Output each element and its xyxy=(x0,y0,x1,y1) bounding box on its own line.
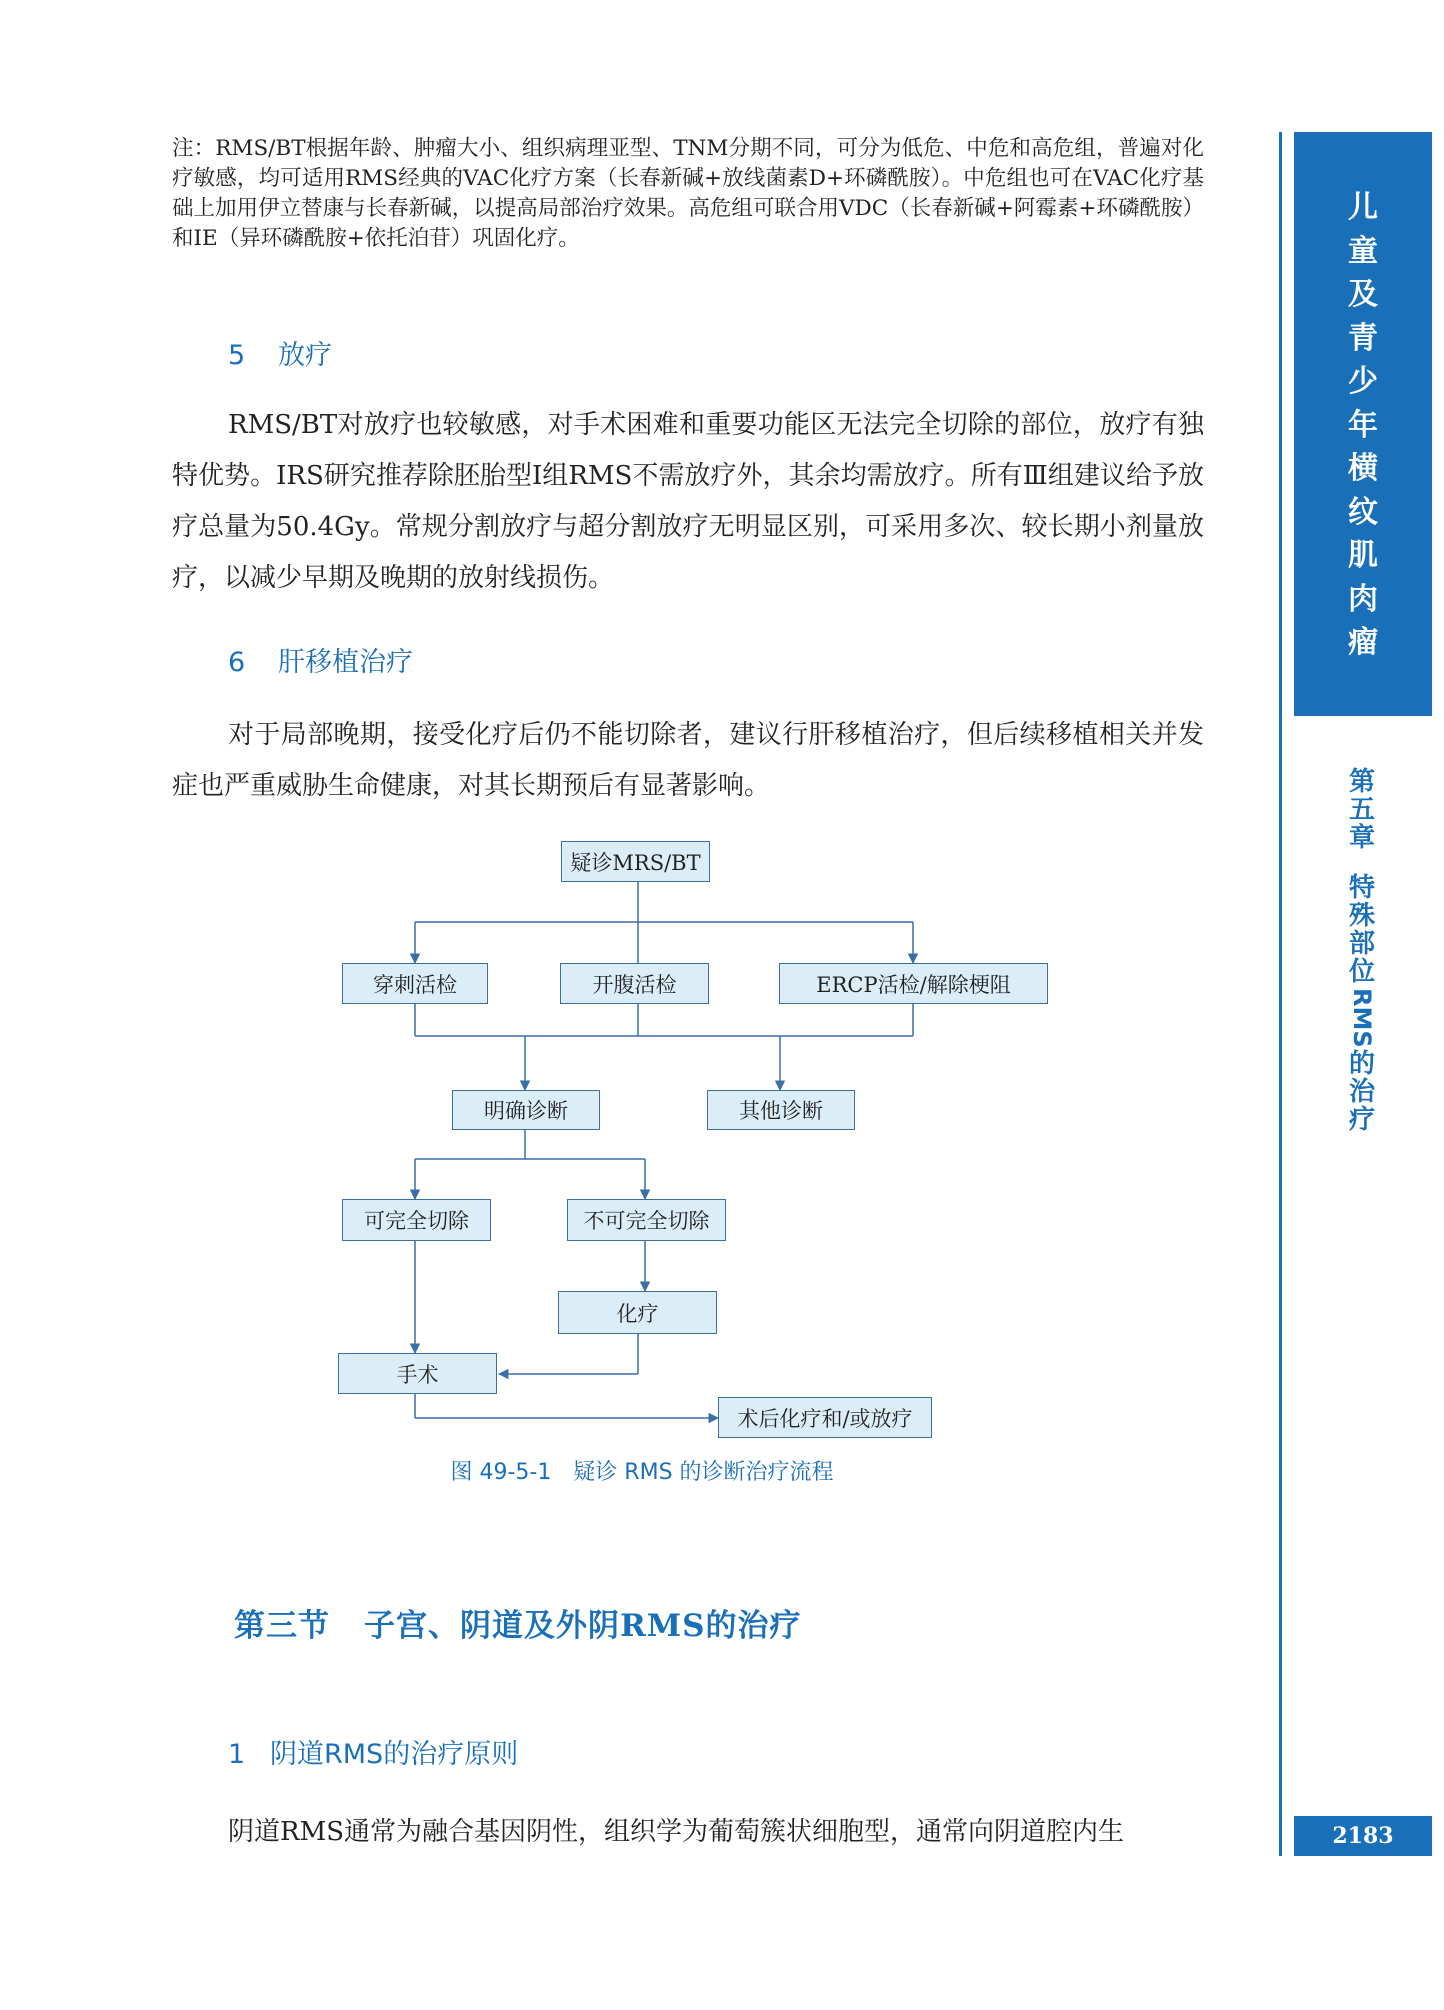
book-title-char: 少 xyxy=(1348,364,1378,399)
flow-node-laparotomy-biopsy: 开腹活检 xyxy=(560,963,709,1004)
section-heading-radiotherapy xyxy=(228,333,332,372)
chapter-label xyxy=(1340,768,1384,1134)
section-number: 5 xyxy=(228,340,246,371)
book-title-char: 儿 xyxy=(1348,190,1378,225)
flow-node-postop-therapy: 术后化疗和/或放疗 xyxy=(718,1397,932,1438)
flow-node-unresectable: 不可完全切除 xyxy=(567,1199,726,1241)
book-title-char: 肉 xyxy=(1348,581,1378,617)
flow-node-other-diagnosis: 其他诊断 xyxy=(707,1090,855,1130)
paragraph-vaginal: 阴道RMS通常为融合基因阴性，组织学为葡萄簇状细胞型，通常向阴道腔内生 xyxy=(228,1817,1125,1847)
page-number: 2183 xyxy=(1294,1816,1432,1856)
paragraph-liver-transplant: 对于局部晚期，接受化疗后仍不能切除者，建议行肝移植治疗，但后续移植相关并发症也严重威胁生命健康，对其长期预后有显著影响。 xyxy=(172,720,1204,801)
book-title-char: 青 xyxy=(1348,320,1378,356)
section-heading-liver-transplant xyxy=(228,640,413,679)
subsection-heading-vaginal xyxy=(228,1732,518,1771)
chapter-char: 特 xyxy=(1348,873,1375,903)
section-name: 子宫、阴道及外阴RMS的治疗 xyxy=(364,1608,802,1644)
chapter-latin: RMS xyxy=(1348,988,1376,1048)
section-label: 第三节 xyxy=(234,1608,330,1644)
chapter-char: 第 xyxy=(1348,767,1375,797)
flow-node-suspect: 疑诊MRS/BT xyxy=(561,841,710,882)
flow-node-surgery: 手术 xyxy=(338,1353,497,1394)
margin-rule xyxy=(1279,132,1282,1856)
book-title-char: 纹 xyxy=(1348,494,1378,530)
section-title: 阴道RMS的治疗原则 xyxy=(270,1739,519,1770)
chapter-char: 的 xyxy=(1348,1048,1375,1079)
section-title: 放疗 xyxy=(278,340,332,371)
section-number: 6 xyxy=(228,647,246,678)
section-title-third xyxy=(234,1600,801,1645)
section-title: 肝移植治疗 xyxy=(278,647,413,678)
table-note: 注：RMS/BT根据年龄、肿瘤大小、组织病理亚型、TNM分期不同，可分为低危、中危和高危组，普遍对化疗敏感，均可适用RMS经典的VAC化疗方案（长春新碱+放线菌素D+环磷酰胺）。中危组也可在VAC化疗基础上加用伊立替康与长春新碱，以提高局部治疗效果。高危组可联合用VDC（长春新碱+阿霉素+环磷酰胺）和IE（异环磷酰胺+依托泊苷）巩固化疗。 xyxy=(172,136,1204,251)
book-title-char: 横 xyxy=(1348,451,1378,486)
book-title-tab xyxy=(1294,132,1432,716)
paragraph-radiotherapy: RMS/BT对放疗也较敏感，对手术困难和重要功能区无法完全切除的部位，放疗有独特优势。IRS研究推荐除胚胎型Ⅰ组RMS不需放疗外，其余均需放疗。所有Ⅲ组建议给予放疗总量为50.4Gy。常规分割放疗与超分割放疗无明显区别，可采用多次、较长期小剂量放疗，以减少早期及晚期的放射线损伤。 xyxy=(172,410,1204,593)
chapter-char: 章 xyxy=(1348,823,1375,853)
book-title-char: 肌 xyxy=(1348,538,1378,573)
book-title-char: 童 xyxy=(1348,233,1378,269)
flow-node-chemotherapy: 化疗 xyxy=(558,1291,717,1334)
flow-node-confirmed-diagnosis: 明确诊断 xyxy=(452,1090,600,1130)
section-number: 1 xyxy=(228,1739,246,1770)
flow-node-ercp: ERCP活检/解除梗阻 xyxy=(779,963,1048,1004)
chapter-char: 疗 xyxy=(1348,1104,1375,1135)
chapter-char: 五 xyxy=(1348,795,1375,825)
chapter-char: 位 xyxy=(1348,957,1375,987)
book-title-char: 年 xyxy=(1348,407,1378,443)
chapter-char: 部 xyxy=(1348,929,1375,959)
flow-node-resectable: 可完全切除 xyxy=(342,1199,491,1241)
chapter-char: 殊 xyxy=(1348,901,1375,931)
book-title-char: 及 xyxy=(1348,277,1378,312)
chapter-char: 治 xyxy=(1348,1076,1375,1107)
book-title-char: 瘤 xyxy=(1348,625,1378,660)
figure-caption: 图 49-5-1 疑诊 RMS 的诊断治疗流程 xyxy=(450,1460,834,1485)
flow-node-puncture-biopsy: 穿刺活检 xyxy=(342,963,488,1004)
